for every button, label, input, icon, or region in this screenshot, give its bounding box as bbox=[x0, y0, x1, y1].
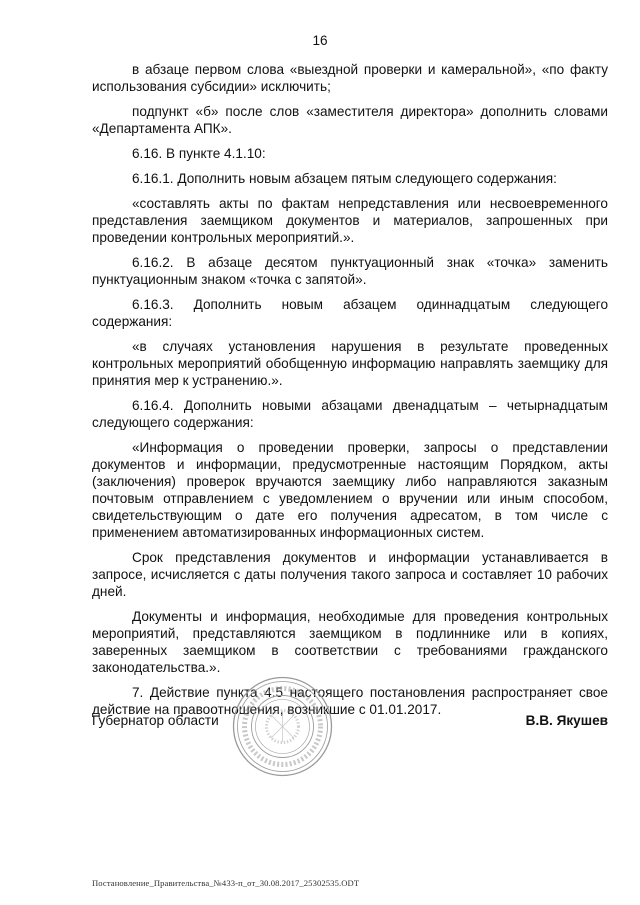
paragraph: Документы и информация, необходимые для проведения контрольных мероприятий, представляются заемщиком в подлиннике или в копиях, заверенных заемщиком в соответствии с требованиями гражданского законодательства.». bbox=[92, 609, 608, 675]
paragraph: подпункт «б» после слов «заместителя директора» дополнить словами «Департамента АПК». bbox=[92, 104, 608, 136]
paragraph: 6.16.1. Дополнить новым абзацем пятым следующего содержания: bbox=[132, 171, 557, 186]
paragraph: «составлять акты по фактам непредставления или несвоевременного представления заемщиком документов и материалов, запрошенных при проведении контрольных мероприятий.». bbox=[92, 196, 608, 245]
paragraph: 7. Действие пункта 4.5 настоящего постановления распространяет свое действие на правоотношения, возникшие с 01.01.2017. bbox=[92, 685, 608, 717]
signatory-title: Губернатор области bbox=[92, 713, 219, 728]
file-reference-footer: Постановление_Правительства_№433-п_от_30.08.2017_25302535.ODT bbox=[92, 878, 360, 888]
paragraph: 6.16.2. В абзаце десятом пунктуационный знак «точка» заменить пунктуационным знаком «точка с запятой». bbox=[92, 255, 608, 287]
signatory-name: В.В. Якушев bbox=[525, 713, 608, 728]
paragraph: «в случаях установления нарушения в результате проведенных контрольных мероприятий обобщенную информацию направлять заемщику для принятия мер к устранению.». bbox=[92, 339, 608, 388]
paragraph: «Информация о проведении проверки, запросы о представлении документов и информации, предусмотренные настоящим Порядком, акты (заключения) проверок вручаются заемщику либо направляются заказным почтовым отправлением с уведомлением о вручении или иным способом, свидетельствующим о дате его получения адресатом, в том числе с применением автоматизированных информационных систем. bbox=[92, 440, 608, 540]
paragraph: 6.16.3. Дополнить новым абзацем одиннадцатым следующего содержания: bbox=[92, 297, 608, 329]
paragraph: 6.16.4. Дополнить новыми абзацами двенадцатым – четырнадцатым следующего содержания: bbox=[92, 398, 608, 430]
page-number: 16 bbox=[312, 33, 328, 48]
document-body bbox=[92, 61, 608, 726]
signature-block bbox=[92, 712, 608, 736]
paragraph: 6.16. В пункте 4.1.10: bbox=[132, 146, 266, 161]
paragraph: Срок представления документов и информации устанавливается в запросе, исчисляется с даты получения такого запроса и составляет 10 рабочих дней. bbox=[92, 550, 608, 599]
paragraph: в абзаце первом слова «выездной проверки и камеральной», «по факту использования субсидии» исключить; bbox=[92, 62, 608, 94]
